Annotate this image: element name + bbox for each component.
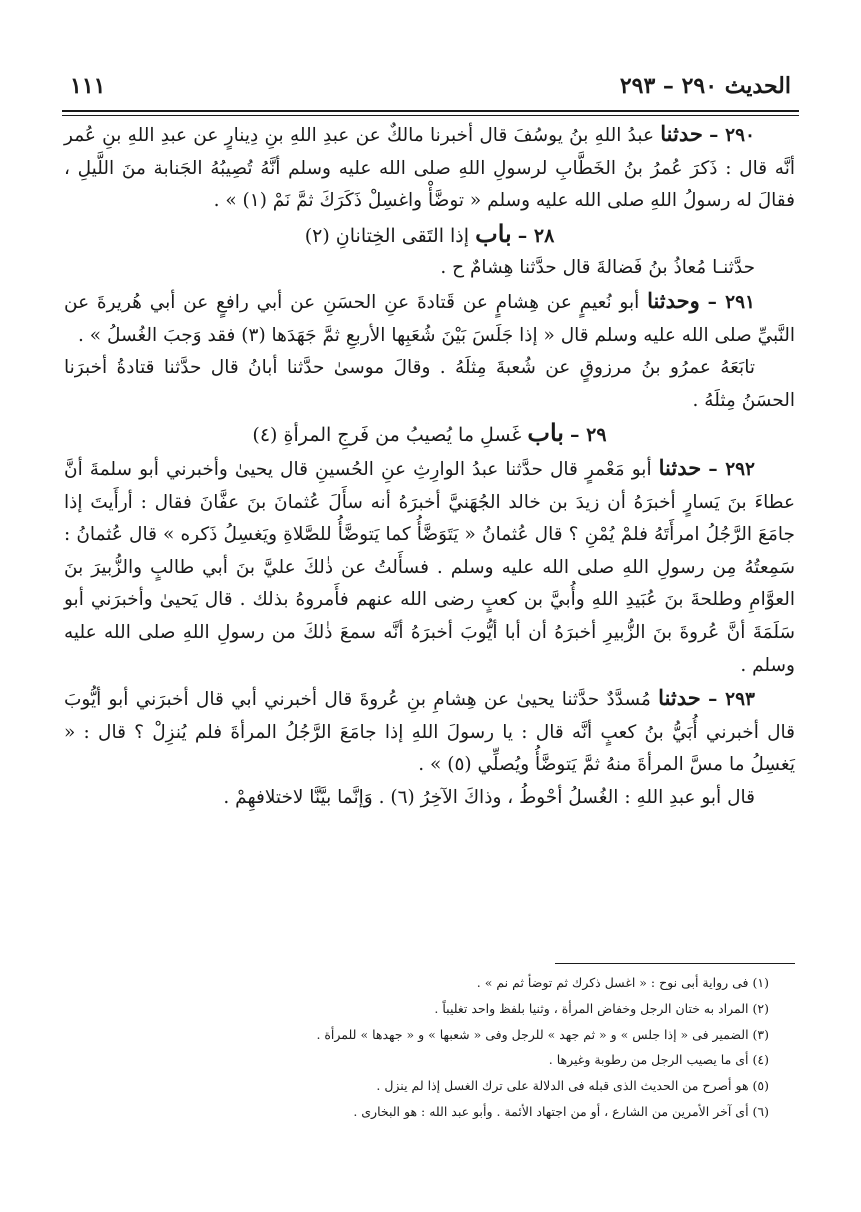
footnote-3: (٣) الضمير فى « إذا جلس » و « ثم جهد » للرجل وفى « شعبها » و « جهدها » للمرأة .: [316, 1026, 769, 1042]
mutabaa-note: تابَعَهُ عمرُو بنُ مرزوقٍ عن شُعبةَ مِثلَهُ . وقالَ موسىٰ حدَّثنا أبانُ قال حدَّثنا قتادةُ أخبرَنا الحسَنُ مِثلَهُ .: [64, 357, 795, 411]
chapter-label: باب: [527, 418, 564, 448]
main-text: [64, 118, 795, 814]
hadith-292: [64, 452, 795, 682]
isnad-muadh: حدَّثنـا مُعاذُ بنُ فَضالةَ قال حدَّثنا هِشامٌ ح .: [440, 257, 755, 279]
hadith-keyword: حدثنا: [658, 685, 701, 711]
footnote-4: (٤) أى ما يصيب الرجل من رطوبة وغيرها .: [548, 1052, 769, 1068]
chapter-number: ٢٨ –: [517, 224, 555, 247]
footnotes: [64, 970, 769, 1125]
chapter-title: غَسلِ ما يُصيبُ من فَرجِ المرأةِ (٤): [252, 424, 522, 447]
hadith-number: ٢٩٢ –: [708, 458, 755, 480]
footnote-6: (٦) أى آخر الأمرين من الشارع ، أو من اجتهاد الأئمة . وأبو عبد الله : هو البخارى .: [353, 1103, 769, 1119]
hadith-keyword: حدثنا: [660, 121, 703, 146]
chapter-29-heading: [64, 417, 795, 452]
footnote-5: (٥) هو أصرح من الحديث الذى قبله فى الدلالة على ترك الغسل إذا لم ينزل .: [376, 1078, 769, 1094]
hadith-keyword: حدثنا: [658, 454, 702, 480]
hadith-text: عبدُ اللهِ بنُ يوسُفَ قال أخبرنا مالكٌ عن عبدِ اللهِ بنِ دِينارٍ عن عبدِ اللهِ بنِ عُمر أنَّه قال : ذَكرَ عُمرُ بنُ الخَطَّابِ لرسولِ اللهِ صلى الله عليه وسلم أنَّهُ تُصِيبُهُ الجَنابة منَ اللَّيلِ ، فقالَ له رسولُ اللهِ صلى الله عليه وسلم « توضَّأْ واغسِلْ ذَكَرَكَ ثمَّ نَمْ (١) » .: [64, 125, 795, 212]
hadith-290: [64, 118, 795, 218]
hadith-number: ٢٩٠ –: [709, 125, 755, 146]
header-rule: [62, 110, 799, 116]
hadith-text: أبو مَعْمرٍ قال حدَّثنا عبدُ الوارِثِ عنِ الحُسينِ قال يحيىٰ وأخبرني أبو سلمةَ أنَّ عطاءَ بنَ يَسارٍ أخبرَهُ أن زيدَ بن خالد الجُهَنيَّ أخبرَهُ أنه سأَلَ عُثمانَ بنَ عفَّانَ فقال : أرأَيتَ إذا جامَعَ الرَّجُلُ امرأَتَهُ فلمْ يُمْنِ ؟ قال عُثمانُ « يَتَوَضَّأُ كما يَتوضَّأُ للصَّلاةِ ويَغسِلُ ذَكره » قال عُثمانُ : سَمِعتُهُ مِن رسولِ اللهِ صلى الله عليه وسلم . فسأَلتُ عن ذٰلكَ عليَّ بنَ أبي طالبٍ والزُّبيرَ بنَ العوَّامِ وطلحةَ بنَ عُبَيدِ اللهِ وأُبيَّ بن كعبٍ رضى الله عنهم فأَمروهُ بذلك . قال يَحيىٰ وأخبرَني أبو سَلَمَةَ أنَّ عُروةَ بنَ الزُّبيرِ أخبرَهُ أن أبا أيُّوبَ أخبرَهُ أنَّه سمعَ ذٰلكَ من رسولِ اللهِ صلى الله عليه وسلم .: [64, 458, 795, 676]
hadith-text: أبو نُعيمٍ عن هِشامٍ عن قَتادةَ عنِ الحسَنِ عن أبي رافعٍ عن أبي هُريرةَ عن النَّبيِّ صلى الله عليه وسلم قال « إذا جَلَسَ بَيْنَ شُعَبِها الأربعِ ثمَّ جَهَدَها (٣) فقد وَجبَ الغُسلُ » .: [64, 291, 795, 346]
hadith-keyword: وحدثنا: [647, 287, 700, 313]
author-comment: قال أبو عبدِ اللهِ : الغُسلُ أحْوطُ ، وذاكَ الآخِرُ (٦) . وَإنَّما بيَّنَّا لاختلافهِمْ .: [223, 786, 755, 808]
hadith-number: ٢٩٣ –: [708, 689, 755, 711]
hadith-291: [64, 285, 795, 352]
hadith-number: ٢٩١ –: [707, 291, 755, 313]
chapter-number: ٢٩ –: [570, 424, 607, 447]
page-header: [70, 66, 791, 106]
footnote-2: (٢) المراد به ختان الرجل وخفاض المرأة ، وثنيا بلفظ واحد تغليباً .: [434, 1000, 769, 1016]
hadith-293: [64, 682, 795, 782]
page-number: ١١١: [70, 73, 106, 99]
hadith-text: مُسدَّدٌ حدَّثنا يحيىٰ عن هِشامِ بنِ عُروةَ قال أخبرني أبي قال أخبرَني أبو أيُّوبَ قال أخبرني أُبَيُّ بنُ كعبٍ أنَّه قال : يا رسولَ اللهِ إذا جامَعَ الرَّجُلُ المرأةَ فلم يُنزِلْ ؟ قال : « يَغسِلُ ما مسَّ المرأةَ منهُ ثمَّ يَتوضَّأُ ويُصلِّي (٥) » .: [64, 689, 795, 776]
running-title: الحديث ٢٩٠ – ٢٩٣: [619, 73, 791, 99]
chapter-title: إذا التَقى الخِتانانِ (٢): [304, 224, 470, 247]
chapter-label: باب: [475, 218, 512, 248]
footnote-1: (١) فى رواية أبى نوح : « اغسل ذكرك ثم توضأ ثم نم » .: [476, 975, 769, 990]
chapter-28-heading: [64, 218, 795, 253]
footnote-rule: [555, 963, 795, 964]
